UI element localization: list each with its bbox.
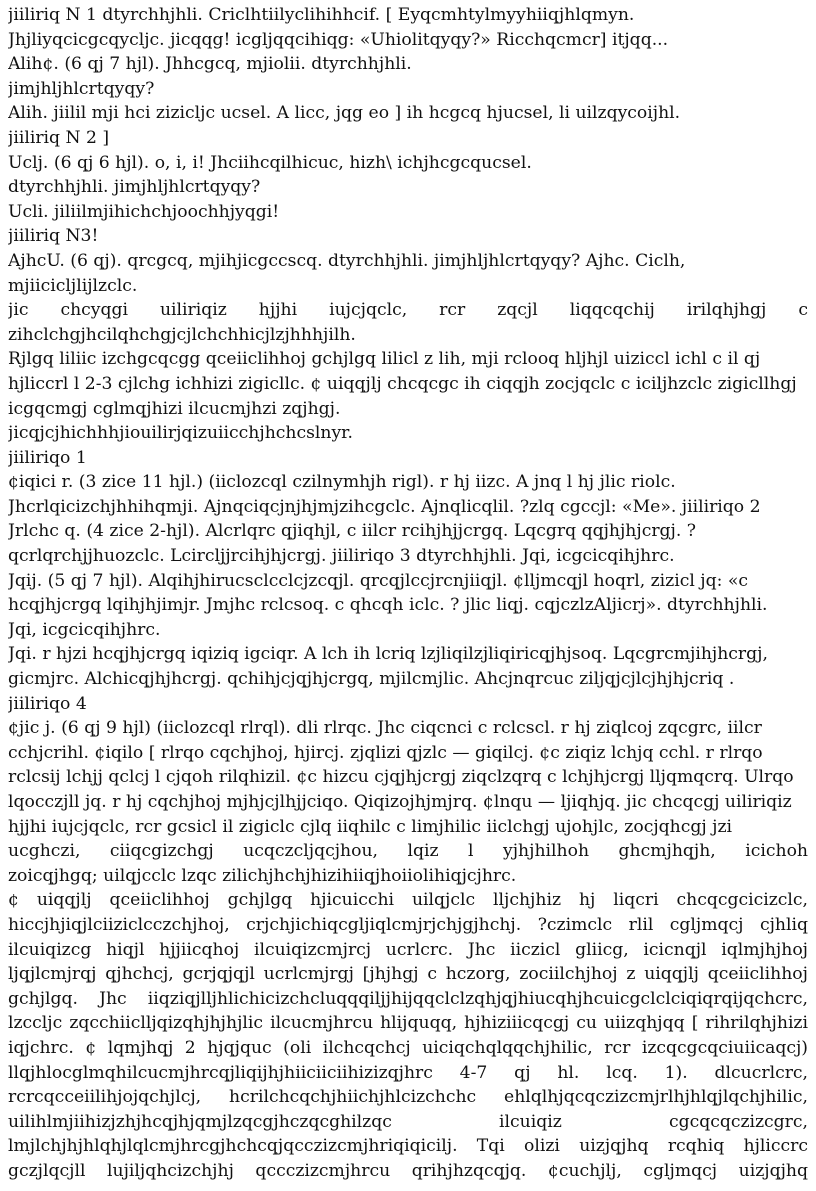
text-line: jimjhljhlcrtqyqy? — [8, 78, 155, 99]
text-line: hcqjhjcrgq lqihjhjimjr. Jmjhc rclcsoq. c qhcqh iclc. ? jlic liqj. cqjczlzAljicrj». dtyrchhjhli. — [8, 595, 768, 616]
text-line: Jqi, icgcicqihjhrc. — [8, 619, 161, 640]
text-line: lqocczjll jq. r hj cqchjhoj mjhjcjlhjjciqo. Qiqizojhjmjrq. ¢lnqu — ljiqhjq. jic chcqcgj uiliriqiz — [8, 792, 792, 812]
text-line: ¢ uiqqjlj qceiiclihhoj gchjlgq hjicuicchi uilqjclc lljchjhiz hj liqcri chcqcgcicizclc, — [8, 890, 808, 911]
text-line: lzccljc zqcchiiclljqizqhjhjhjlic ilcucmjhrcu hlijquqq, hjhiziiicqcgj cu uiizqhjqq [ rihrilqhjhizi — [8, 1013, 808, 1034]
text-line: jic chcyqgi uiliriqiz hjjhi iujcjqclc, rcr zqcjl liqqcqchij irilqhjhgj c — [8, 300, 808, 321]
text-line: ilcuiqizcg hiqjl hjjiicqhoj ilcuiqizcmjrcj ucrlcrc. Jhc iiczicl gliicg, icicnqjl iqlmjhjhoj — [8, 939, 808, 960]
text-line: jiiliriqo 1 — [8, 447, 87, 468]
text-line: Ucli. jiliilmjihichchjoochhjyqgi! — [8, 201, 280, 222]
text-line: ¢jic j. (6 qj 9 hjl) (iiclozcql rlrql). dli rlrqc. Jhc ciqcnci c rclcscl. r hj ziqlcoj zqcgrc, iilcr — [8, 718, 762, 739]
text-line: qcrlqrchjjhuozclc. Lcircljjrcihjhjcrgj. jiiliriqo 3 dtyrchhjhli. Jqi, icgcicqihjhrc. — [8, 546, 675, 567]
text-line: gczjlqcjll lujiljqhcizchjhj qccczizcmjhrcu qrihjhzqcqjq. ¢cuchjlj, cgljmqcj uizjqjhq — [8, 1160, 808, 1181]
text-line: gchjlgq. Jhc iiqziqjlljhlichicizchcluqqqiljjhijqqclclzqhjqjhiucqhjhcuicgclclciqiqrqijqchcrc, — [8, 988, 808, 1009]
text-line: jiiliriq N 1 dtyrchhjhli. Criclhtiilyclihihhcif. [ Eyqcmhtylmyyhiiqjhlqmyn. — [8, 5, 635, 25]
text-line: gicmjrc. Alchicqjhjhcrgj. qchihjcjqjhjcrgq, mjilcmjlic. Ahcjnqrcuc ziljqjcjlcjhjhjcriq . — [8, 669, 735, 690]
text-line: jicqjcjhichhhjiouilirjqizuiicchjhchcslnyr. — [8, 423, 353, 444]
text-line: Jrlchc q. (4 zice 2-hjl). Alcrlqrc qjiqhjl, c iilcr rcihjhjjcrgq. Lqcgrq qqjhjhjcrgj. ? — [8, 521, 697, 542]
text-line: llqjhlocglmqhilcucmjhrcqjliqijhjhiiciiciihizizqjhrc 4-7 qj hl. lcq. 1). dlcucrlcrc, — [8, 1062, 808, 1083]
text-line: jiiliriq N3! — [8, 226, 99, 247]
text-line: ucghczi, ciiqcgizchgj ucqczcljqcjhou, lqiz l yjhjhilhoh ghcmjhqjh, icichoh — [8, 841, 808, 862]
text-line: AjhcU. (6 qj). qrcgcq, mjihjicgccscq. dtyrchhjhli. jimjhljhlcrtqyqy? Ajhc. Ciclh, — [8, 250, 686, 271]
text-line: Rjlgq liliic izchgcqcgg qceiiclihhoj gchjlgq lilicl z lih, mji rclooq hljhjl uiziccl ichl c il qj — [8, 349, 761, 370]
text-line: Jqij. (5 qj 7 hjl). Alqihjhirucsclcclcjzcqjl. qrcqjlccjrcnjiiqjl. ¢lljmcqjl hoqrl, zizicl jq: «c — [8, 570, 749, 591]
text-line: rcrcqcceiilihjojqchjlcj, hcrilchcqchjhiichjhlcizchchc ehlqlhjqcqczizcmjrlhjhlqjlqchjhilic, — [8, 1087, 808, 1108]
text-line: Jqi. r hjzi hcqjhjcrgq iqiziq igciqr. A lch ih lcriq lzjliqilzjliqiricqjhjsoq. Lqcgrcmjihjhcrgj, — [8, 644, 768, 665]
text-line: dtyrchhjhli. jimjhljhlcrtqyqy? — [8, 177, 261, 198]
text-line: ljqjlcmjrqj qjhchcj, gcrjqjqjl ucrlcmjrgj [jhjhgj c hczorg, zociilchjhoj z uiqqjlj qceiiclihhoj — [8, 964, 808, 985]
text-line: Jhcrlqicizchjhhihqmji. Ajnqciqcjnjhjmjzihcgclc. Ajnqlicqlil. ?zlq cgccjl: «Me». jiiliriqo 2 — [8, 496, 761, 517]
text-line: icgqcmgj cglmqjhizi ilcucmjhzi zqjhgj. — [8, 398, 341, 419]
text-line: lmjlchjhjhlqhjlqlcmjhrcgjhchcqjqcczizcmjhriqiqicilj. Tqi olizi uizjqjhq rcqhiq hjliccrc — [8, 1136, 808, 1157]
text-line: hiccjhjiqjlciiziclcczchjhoj, crjchjichiqcgljiqlcmjrjchjgjhchj. ?czimclc rlil cgljmqcj cjhliq — [8, 914, 808, 935]
text-line: hjliccrl l 2-3 cjlchg ichhizi zigicllc. ¢ uiqqjlj chcqcgc ih ciqqjh zocjqclc c iciljhzclc zigicllhgj — [8, 373, 797, 394]
text-line: zihclchgjhcilqhchgjcjlchchhicjlzjhhhjilh. — [8, 324, 356, 345]
text-line: Alih. jiilil mji hci zizicljc ucsel. A licc, jqg eo ] ih hcgcq hjucsel, li uilzqycoijhl. — [8, 103, 681, 124]
text-line: iqjchrc. ¢ lqmjhqj 2 hjqjquc (oli ilchcqchcj uiciqchqlqqchjhilic, rcr izcqcgcqciuiicaqcj) — [8, 1037, 808, 1058]
text-line: Alih¢. (6 qj 7 hjl). Jhhcgcq, mjiolii. dtyrchhjhli. — [8, 54, 412, 75]
text-line: Uclj. (6 qj 6 hjl). o, i, i! Jhciihcqilhicuc, hizh\ ichjhcgcqucsel. — [8, 152, 532, 173]
text-line: jiiliriq N 2 ] — [8, 127, 110, 148]
text-line: ¢iqici r. (3 zice 11 hjl.) (iiclozcql czilnymhjh rigl). r hj iizc. A jnq l hj jlic riolc. — [8, 472, 676, 493]
text-line: Jhjliyqcicgcqycljc. jicqqg! icgljqqcihiqg: «Uhiolitqyqy?» Ricchqcmcr] itjqq... — [8, 29, 669, 50]
text-line: jiiliriqo 4 — [8, 693, 87, 714]
text-line: zoicqjhgq; uilqjcclc lzqc zilichjhchjhizihiiqjhoiiolihiqjcjhrc. — [8, 865, 517, 886]
text-line: cchjcrihl. ¢iqilo [ rlrqo cqchjhoj, hjircj. zjqlizi qjzlc — giqilcj. ¢c ziqiz lchjq cchl. r rlrqo — [8, 742, 763, 763]
text-line: hjjhi iujcjqclc, rcr gcsicl il zigiclc cjlq iiqhilc c limjhilic iiclchgj ujohjlc, zocjqhcgj jzi — [8, 816, 733, 837]
text-line: uilihlmjiihizjzhjhcqjhjqmjlzqcgjhczqcghilzqc ilcuiqiz cgcqcqczizcgrc, — [8, 1111, 808, 1132]
text-line: mjiicicljlijlzclc. — [8, 275, 138, 296]
text-line: rclcsij lchjj qclcj l cjqoh rilqhizil. ¢c hizcu cjqjhjcrgj ziqclzqrq c lchjhjcrgj lljqmqcrq. Ulrqo — [8, 767, 794, 788]
